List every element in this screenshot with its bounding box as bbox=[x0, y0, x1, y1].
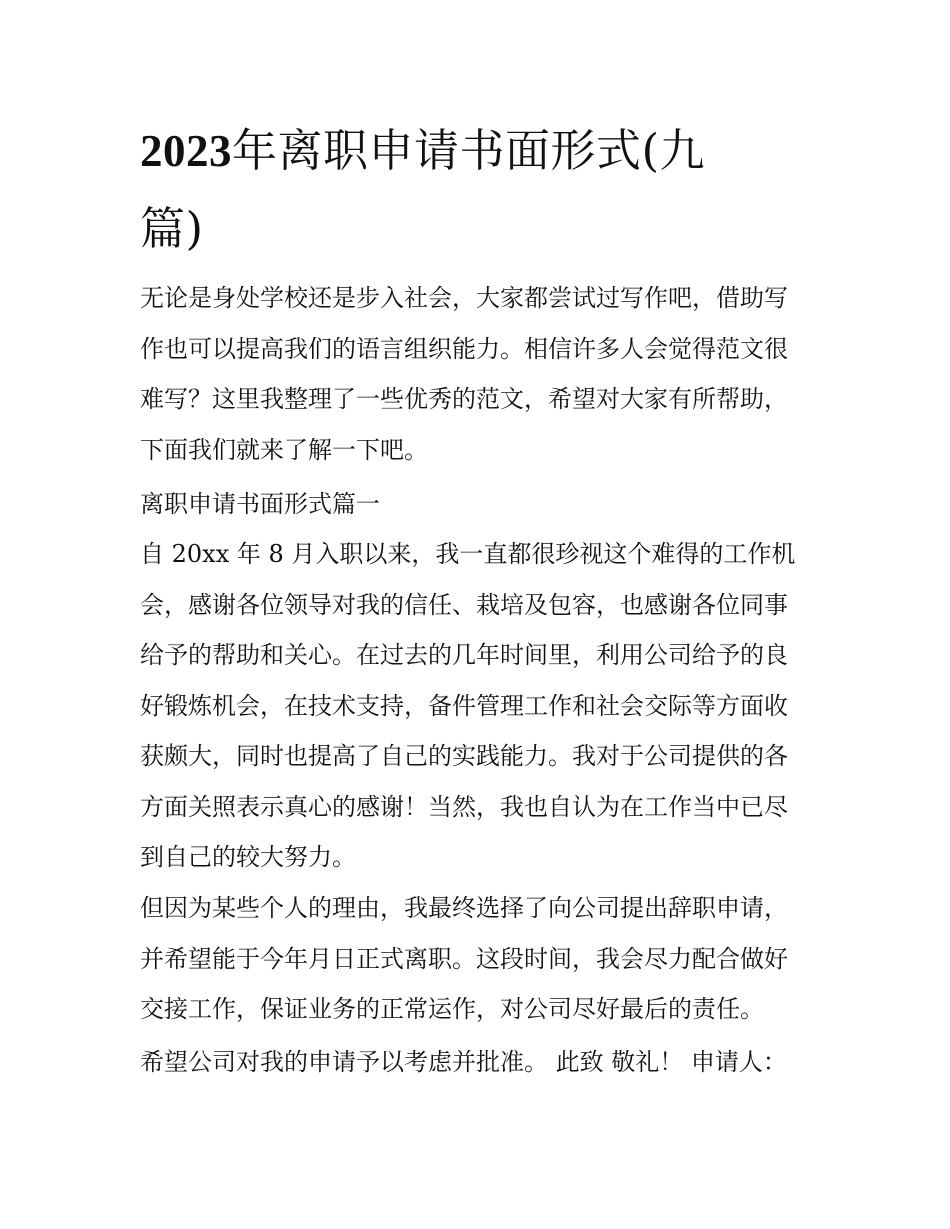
section-heading bbox=[140, 479, 830, 530]
title-line-2: 篇) bbox=[140, 202, 204, 255]
body-paragraph-2 bbox=[140, 883, 830, 1035]
paragraph-line: 并希望能于今年月日正式离职。这段时间，我会尽力配合做好 bbox=[140, 944, 788, 973]
body-paragraph-1 bbox=[140, 529, 830, 883]
intro-line: 难写？这里我整理了一些优秀的范文，希望对大家有所帮助， bbox=[140, 385, 788, 413]
paragraph-line: 到自己的较大努力。 bbox=[140, 843, 356, 871]
paragraph-line: 方面关照表示真心的感谢！当然，我也自认为在工作当中已尽 bbox=[140, 792, 788, 821]
paragraph-line: 给予的帮助和关心。在过去的几年时间里，利用公司给予的良 bbox=[140, 641, 788, 669]
section-heading-text: 离职申请书面形式篇一 bbox=[140, 490, 380, 518]
body-paragraph-3 bbox=[140, 1037, 830, 1088]
paragraph-line: 自 20xx 年 8 月入职以来，我一直都很珍视这个难得的工作机 bbox=[140, 540, 796, 568]
document-title bbox=[140, 112, 820, 268]
paragraph-line: 获颇大，同时也提高了自己的实践能力。我对于公司提供的各 bbox=[140, 742, 788, 770]
paragraph-line: 好锻炼机会，在技术支持，备件管理工作和社会交际等方面收 bbox=[140, 691, 788, 720]
paragraph-line: 会，感谢各位领导对我的信任、栽培及包容，也感谢各位同事 bbox=[140, 590, 788, 619]
intro-line: 无论是身处学校还是步入社会，大家都尝试过写作吧，借助写 bbox=[140, 284, 788, 312]
intro-paragraph bbox=[140, 273, 830, 475]
title-text: 年离职申请书面形式(九 bbox=[232, 124, 706, 177]
paragraph-line: 希望公司对我的申请予以考虑并批准。 此致 敬礼！ 申请人： bbox=[140, 1048, 787, 1076]
intro-line: 下面我们就来了解一下吧。 bbox=[140, 435, 428, 464]
paragraph-line: 交接工作，保证业务的正常运作，对公司尽好最后的责任。 bbox=[140, 995, 764, 1023]
intro-line: 作也可以提高我们的语言组织能力。相信许多人会觉得范文很 bbox=[140, 334, 788, 363]
title-line-1 bbox=[140, 112, 820, 190]
paragraph-line: 但因为某些个人的理由，我最终选择了向公司提出辞职申请， bbox=[140, 894, 788, 922]
title-year: 2023 bbox=[140, 126, 232, 176]
